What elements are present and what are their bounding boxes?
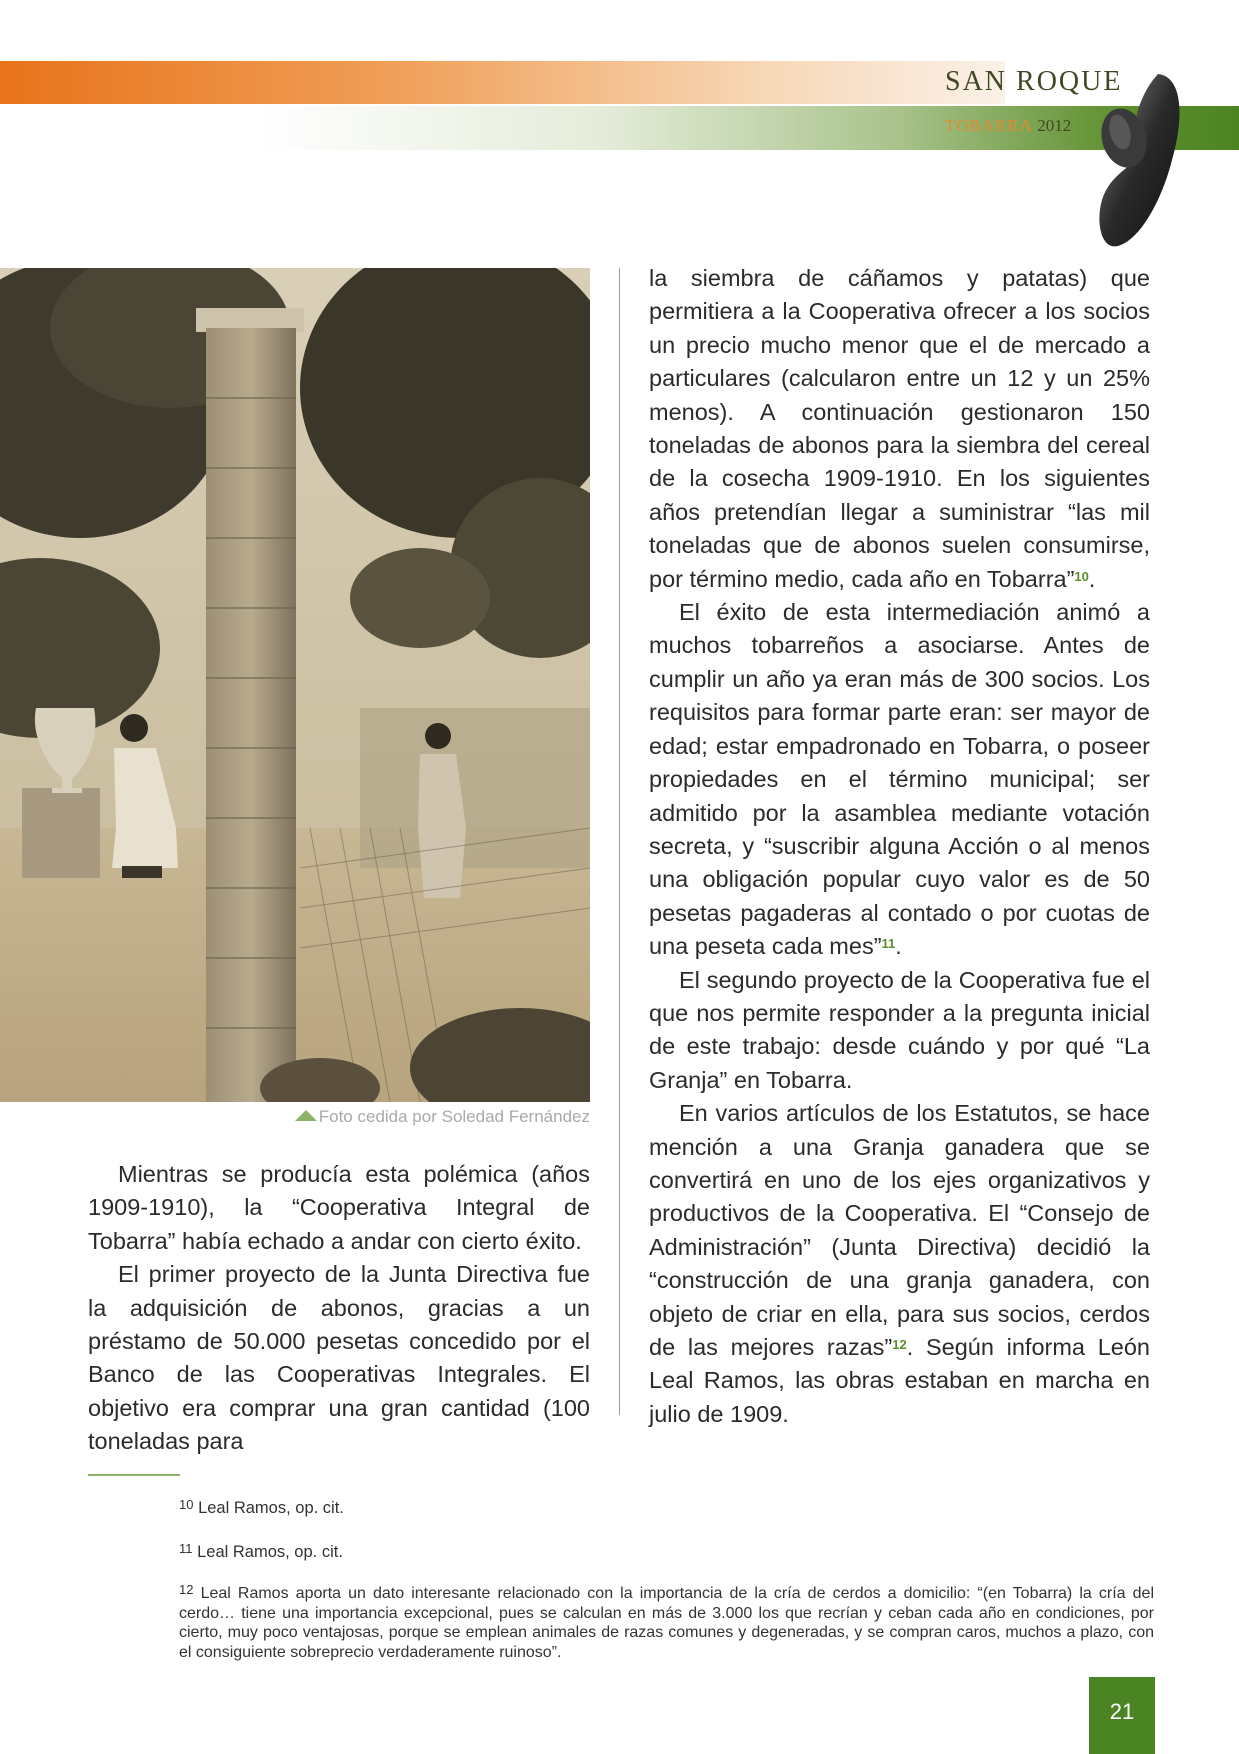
footnote: $^{12}$ Leal Ramos aporta un dato interesante relacionado con la importancia de la cría de cerdos a domicilio: “(en Tobarra) la cría del cerdo… tiene una importancia excepcional, pues se calculan en más de 3.000 los que recrían y ceban cada año en condiciones, por cierto, muy poco ventajosas, porque se emplean animales de razas comunes y degeneradas, y se compran caros, muchos a plazo, con el consiguiente sobreprecio verdaderamente ruinoso”.	[179, 1582, 1154, 1661]
page-number: 21	[1089, 1677, 1155, 1754]
photo-caption: Foto cedida por Soledad Fernández	[280, 1107, 590, 1127]
left-column	[88, 1158, 590, 1459]
historic-photo	[0, 268, 590, 1102]
magazine-subtitle	[945, 116, 1071, 136]
magazine-title: SAN ROQUE	[945, 66, 1123, 97]
magazine-place: TOBARRA	[945, 116, 1033, 135]
triangle-icon	[295, 1110, 317, 1121]
paragraph: El éxito de esta intermediación animó a muchos tobarreños a asociarse. Antes de cumplir un año ya eran más de 300 socios. Los requisitos para formar parte eran: ser mayor de edad; estar empadronado en Tobarra, o poseer propiedades en el término municipal; ser admitido por la asamblea mediante votación secreta, y “suscribir alguna Acción o al menos una obligación popular cuyo valor es de 50 pesetas pagaderas al contado o por cuotas de una peseta cada mes”$^{11}$.	[649, 599, 1150, 960]
footnote: $^{10}$ Leal Ramos, op. cit.	[179, 1497, 344, 1517]
footnote-ref: 12	[892, 1337, 907, 1352]
paragraph: Mientras se producía esta polémica (años 1909-1910), la “Cooperativa Integral de Tobarra” había echado a andar con cierto éxito.	[88, 1161, 590, 1254]
footnote: $^{11}$ Leal Ramos, op. cit.	[179, 1541, 343, 1561]
footnote-ref: 10	[1074, 568, 1089, 584]
paragraph: El primer proyecto de la Junta Directiva fue la adquisición de abonos, gracias a un préstamo de 50.000 pesetas concedido por el Banco de las Cooperativas Integrales. El objetivo era comprar una gran cantidad (100 toneladas para	[88, 1261, 590, 1455]
paragraph: la siembra de cáñamos y patatas) que permitiera a la Cooperativa ofrecer a los socios un precio mucho menor que el de mercado a particulares (calcularon entre un 12 y un 25% menos). A continuación gestionaron 150 toneladas de abonos para la siembra del cereal de la cosecha 1909-1910. En los siguientes años pretendían llegar a suministrar “las mil toneladas que de abonos suelen consumirse, por término medio, cada año en Tobarra”$^{10}$.	[649, 265, 1150, 592]
header-orange-band	[0, 61, 1005, 104]
right-column	[649, 262, 1150, 1431]
paragraph: En varios artículos de los Estatutos, se hace mención a una Granja ganadera que se convertirá en uno de los ejes organizativos y productivos de la Cooperativa. El “Consejo de Administración” (Junta Directiva) decidió la “construcción de una granja ganadera, con objeto de criar en ella, para sus socios, cerdos de las mejores razas”$^{12}$. Según informa León Leal Ramos, las obras estaban en marcha en julio de 1909.	[649, 1100, 1150, 1427]
footnote-ref: 11	[881, 936, 896, 952]
footnote-rule	[88, 1474, 180, 1476]
hat-logo-icon	[1090, 70, 1190, 250]
column-divider	[619, 268, 620, 1415]
paragraph: El segundo proyecto de la Cooperativa fue el que nos permite responder a la pregunta inicial de este trabajo: desde cuándo y por qué “La Granja” en Tobarra.	[649, 966, 1150, 1093]
magazine-year: 2012	[1037, 116, 1072, 135]
